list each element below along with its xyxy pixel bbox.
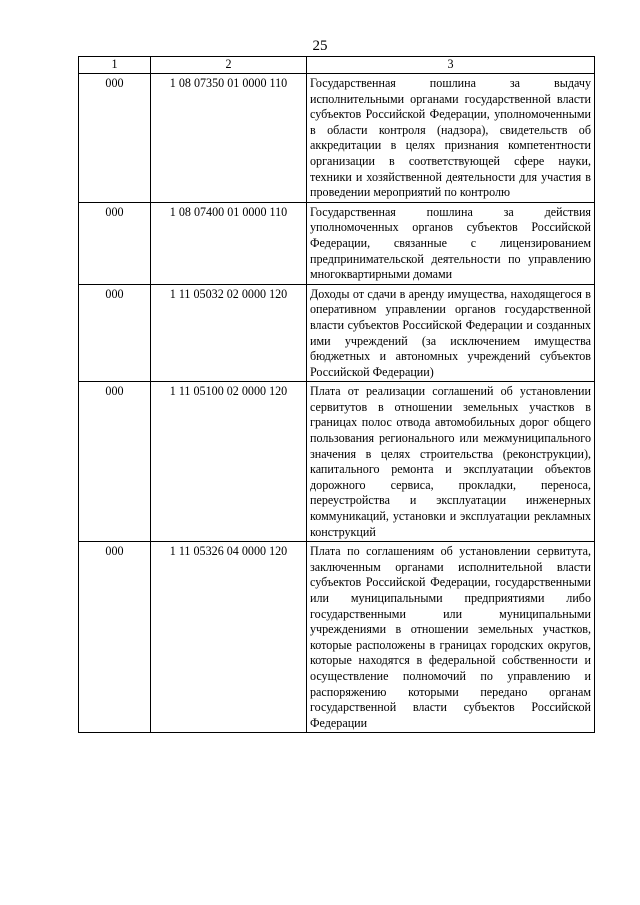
kbk-code-cell: 1 08 07400 01 0000 110 (151, 202, 307, 284)
admin-code-cell: 000 (79, 202, 151, 284)
table-row (79, 284, 595, 382)
header-column-3: 3 (307, 57, 595, 74)
page-number: 25 (312, 38, 328, 54)
admin-code-cell: 000 (79, 74, 151, 203)
kbk-code-cell: 1 08 07350 01 0000 110 (151, 74, 307, 203)
admin-code-cell: 000 (79, 542, 151, 733)
table-row (79, 202, 595, 284)
header-column-1: 1 (79, 57, 151, 74)
revenue-name-cell: Доходы от сдачи в аренду имущества, находящегося в оперативном управлении органов государственной власти субъектов Российской Федерации и созданных ими учреждений (за исключением имущества бюджетных и автономных учреждений субъектов Российской Федерации) (307, 284, 595, 382)
kbk-code-cell: 1 11 05032 02 0000 120 (151, 284, 307, 382)
table-row (79, 74, 595, 203)
revenue-name-cell: Государственная пошлина за действия уполномоченных органов субъектов Российской Федерации, связанные с лицензированием предпринимательской деятельности по управлению многоквартирными домами (307, 202, 595, 284)
revenue-name-cell: Плата от реализации соглашений об установлении сервитутов в отношении земельных участков в границах полос отвода автомобильных дорог общего пользования регионального или межмуниципального значения в целях строительства (реконструкции), капитального ремонта и эксплуатации объектов дорожного сервиса, прокладки, переноса, переустройства и эксплуатации инженерных коммуникаций, установки и эксплуатации рекламных конструкций (307, 382, 595, 542)
revenue-codes-table (78, 56, 595, 733)
admin-code-cell: 000 (79, 284, 151, 382)
kbk-code-cell: 1 11 05100 02 0000 120 (151, 382, 307, 542)
admin-code-cell: 000 (79, 382, 151, 542)
header-column-2: 2 (151, 57, 307, 74)
table-row (79, 382, 595, 542)
table-row (79, 542, 595, 733)
revenue-name-cell: Плата по соглашениям об установлении сервитута, заключенным органами исполнительной власти субъектов Российской Федерации, государственными или муниципальными предприятиями либо государственными или муниципальными учреждениями в отношении земельных участков, которые расположены в границах городских округов, которые находятся в федеральной собственности и осуществление полномочий по управлению и распоряжению которыми передано органам государственной власти субъектов Российской Федерации (307, 542, 595, 733)
table-header-row (79, 57, 595, 74)
revenue-name-cell: Государственная пошлина за выдачу исполнительными органами государственной власти субъектов Российской Федерации, уполномоченными в области контроля (надзора), свидетельств об аккредитации в целях признания компетентности организации в соответствующей сфере науки, техники и хозяйственной деятельности для участия в проведении мероприятий по контролю (307, 74, 595, 203)
kbk-code-cell: 1 11 05326 04 0000 120 (151, 542, 307, 733)
